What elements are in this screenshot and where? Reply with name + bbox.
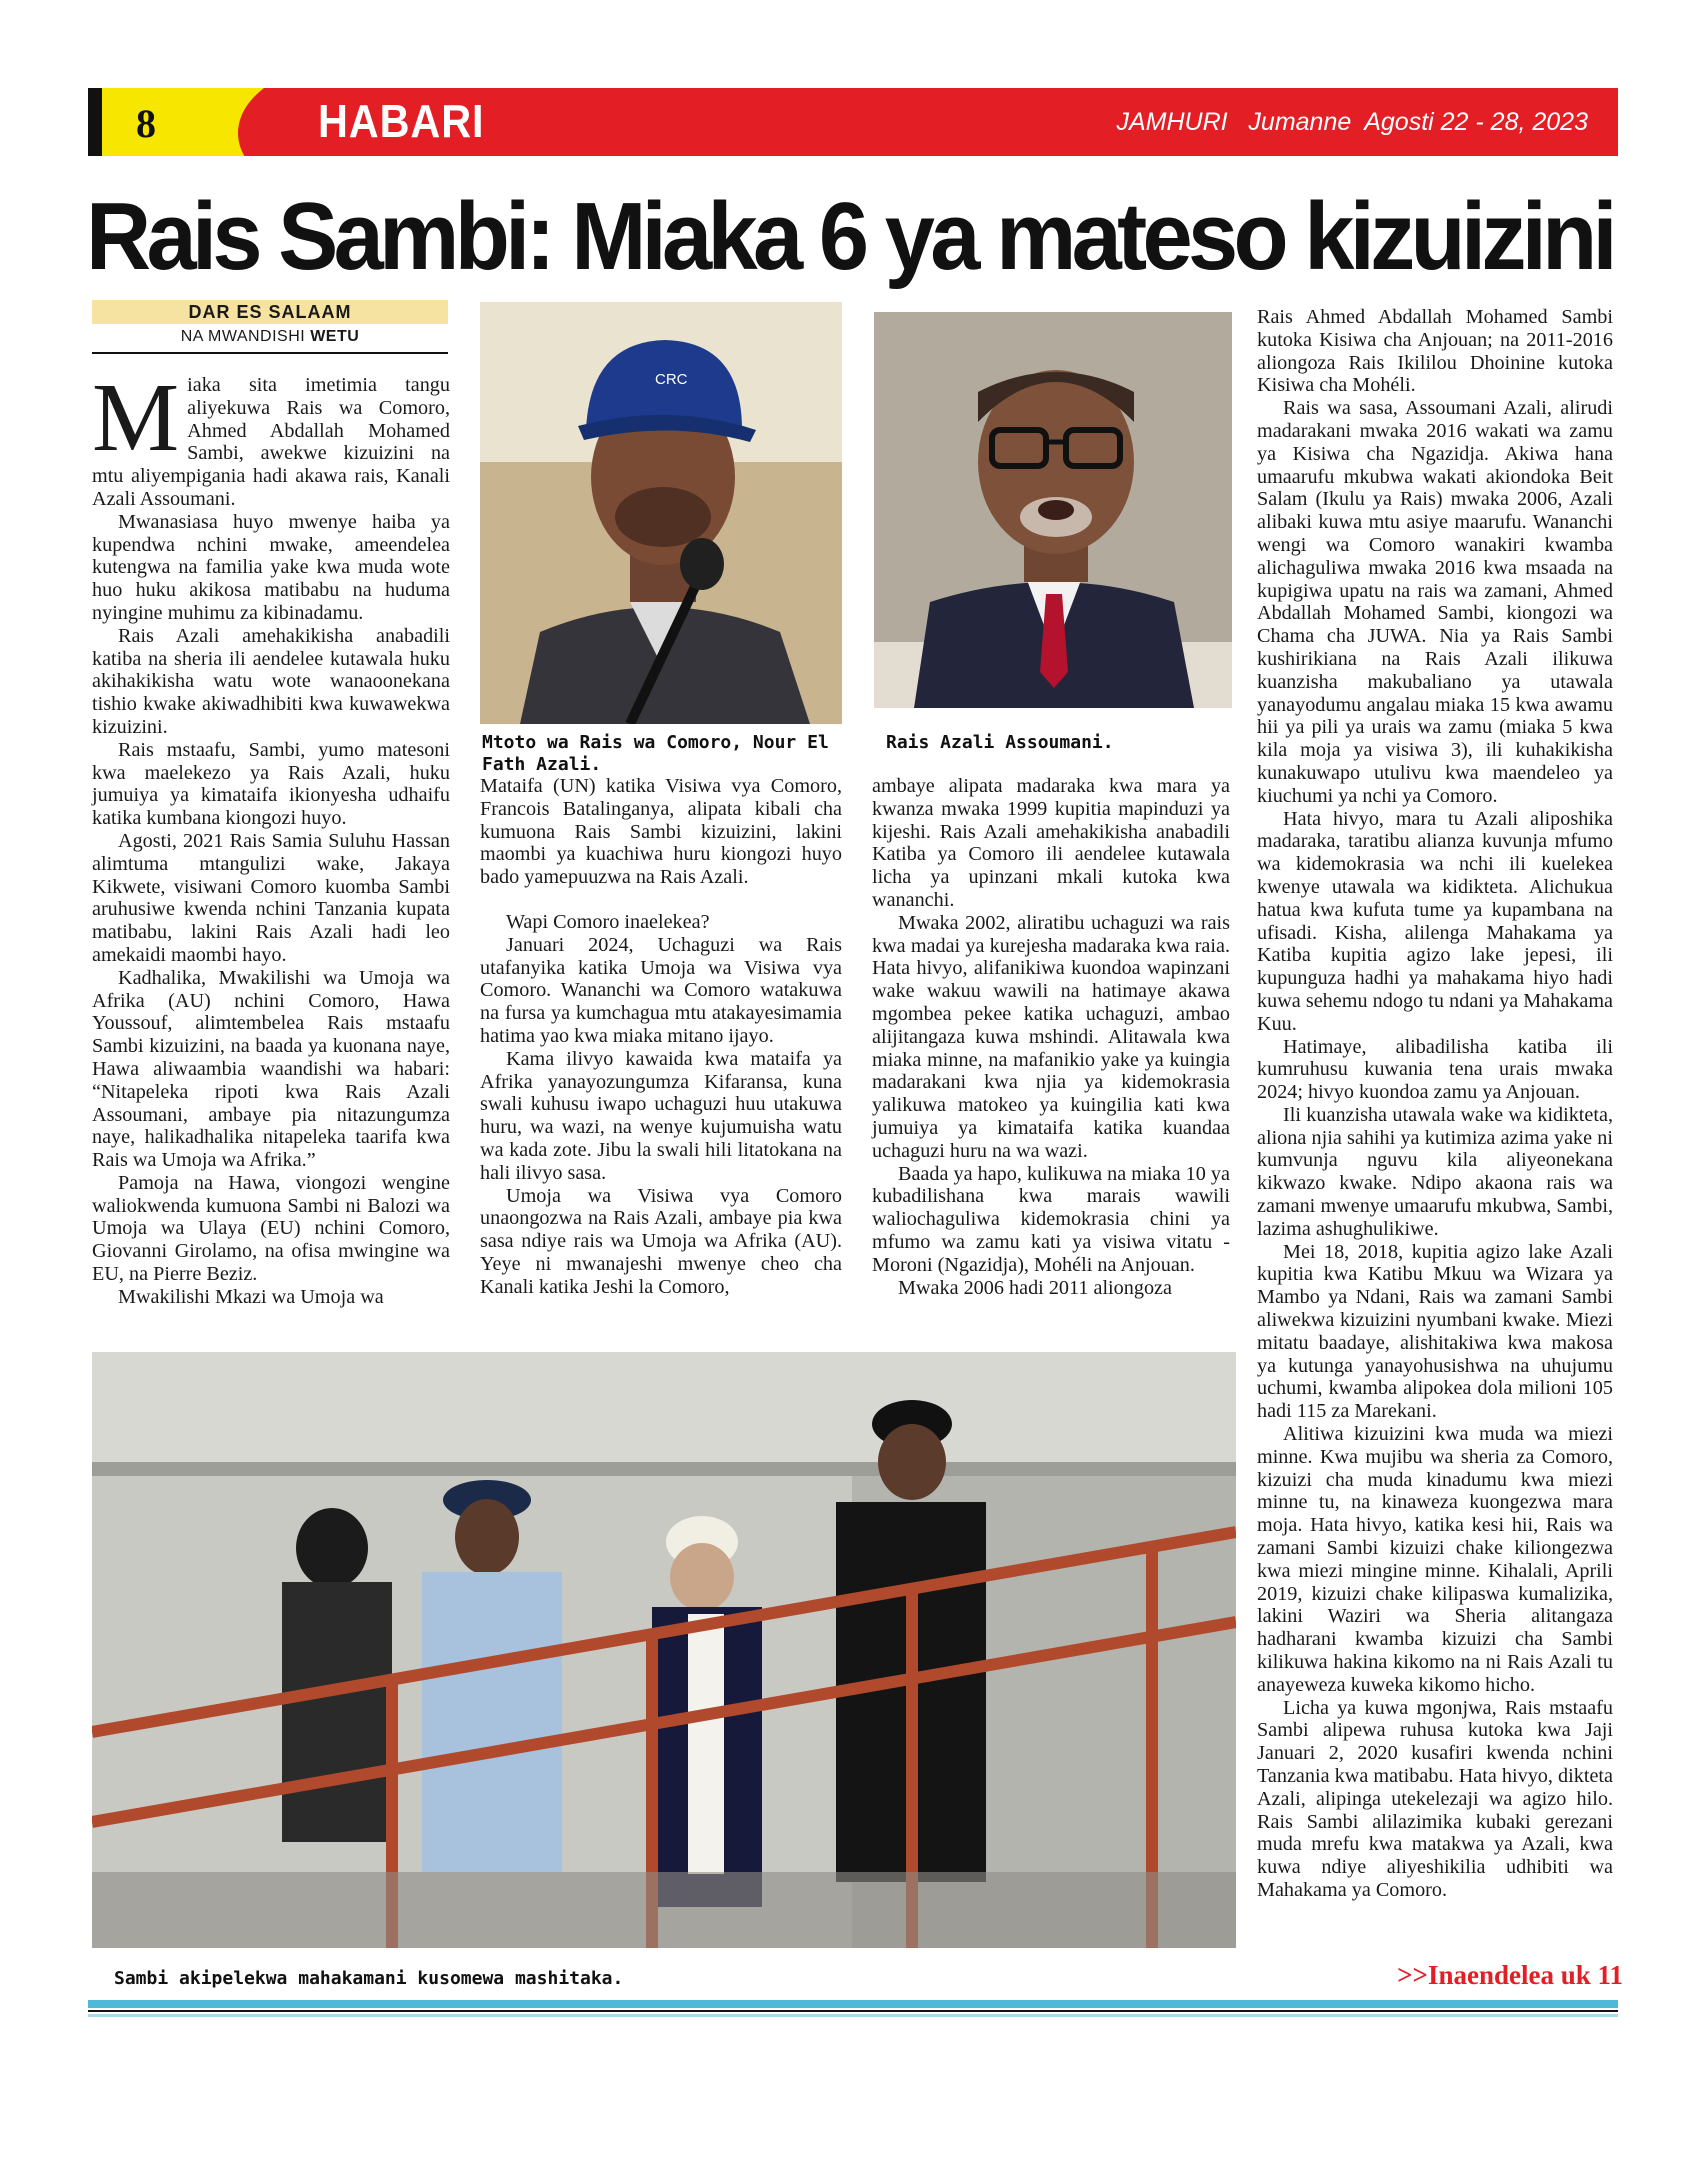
byline-prefix: NA MWANDISHI xyxy=(180,328,306,345)
article-paragraph: Mataifa (UN) katika Visiwa vya Comoro, Francois Batalinganya, alipata kibali cha kumuona Rais Sambi kizuizini, lakini maombi ya kuachiwa huru kiongozi huyo bado yamepuuzwa na Rais Azali. xyxy=(480,775,842,889)
article-column-3 xyxy=(872,775,1230,1299)
article-paragraph: Pamoja na Hawa, viongozi wengine waliokwenda kumuona Sambi ni Balozi wa Umoja wa Ulaya (EU) nchini Comoro, Giovanni Girolamo, na ofisa mwingine wa EU, na Pierre Beziz. xyxy=(92,1171,450,1286)
footer-rule-black xyxy=(88,2010,1618,2012)
article-paragraph: Hatimaye, alibadilisha katiba ili kumruhusu kuwania tena urais mwaka 2024; hivyo kuondoa zamu ya Anjouan. xyxy=(1257,1035,1613,1104)
section-name: HABARI xyxy=(318,95,485,147)
photo-3-caption: Sambi akipelekwa mahakamani kusomewa mashitaka. xyxy=(114,1968,624,1989)
dateline: DAR ES SALAAM xyxy=(92,300,448,324)
article-paragraph: Licha ya kuwa mgonjwa, Rais mstaafu Sambi alipewa ruhusa kutoka kwa Jaji Januari 2, 2020 kusafiri kwenda nchini Tanzania kwa matibabu. Hata hivyo, dikteta Azali, alipinga utekelezaji wa agizo hilo. Rais Sambi alilazimika kubaki gerezani muda mrefu kwa matakwa ya Azali, kwa kuwa ndiye aliyeshikilia udhibiti wa Mahakama ya Comoro. xyxy=(1257,1696,1613,1901)
article-paragraph: Januari 2024, Uchaguzi wa Rais utafanyika katika Umoja wa Visiwa vya Comoro. Wananchi wa Comoro watakuwa na fursa ya kumchagua mtu atakayesimamia hatima yao kwa miaka mitano ijayo. xyxy=(480,933,842,1047)
byline-rule xyxy=(92,352,448,354)
article-paragraph: Rais Azali amehakikisha anabadili katiba na sheria ili aendelee kutawala huku akihakikisha watu wote wanaoonekana tishio kwake akiwadhibiti kwa kuwawekwa kizuizini. xyxy=(92,624,450,738)
article-paragraph: Rais wa sasa, Assoumani Azali, alirudi madarakani mwaka 2016 wakati wa zamu ya Kisiwa cha Ngazidja. Akiwa hana umaarufu mkubwa wakati akiondoka Beit Salam (Ikulu ya Rais) mwaka 2006, Azali alibaki kuwa mtu asiye maarufu. Wananchi wengi wa Comoro wanakiri kwamba alichaguliwa mwaka 2016 kwa msaada na kupigiwa upatu na rais wa zamani, Ahmed Abdallah Mohamed Sambi, kiongozi wa Chama cha JUWA. Nia ya Rais Sambi kushirikiana na Rais Azali ilikuwa kuanzisha makubaliano ya utawala yanayodumu angalau miaka 15 kwa awamu hii ya pili ya urais wa zamu (miaka 5 kwa kila moja ya visiwa 3), ili kuhakikisha kunakuwapo utulivu kwa maendeleo ya kiuchumi ya nchi ya Comoro. xyxy=(1257,397,1613,807)
article-paragraph: Agosti, 2021 Rais Samia Suluhu Hassan alimtuma mtangulizi wake, Jakaya Kikwete, visiwani Comoro kuomba Sambi aruhusiwe kwenda nchini Tanzania kupata matibabu, lakini Rais Azali hadi leo amekaidi maombi hayo. xyxy=(92,829,450,966)
byline xyxy=(92,328,448,346)
article-paragraph: Mwakilishi Mkazi wa Umoja wa xyxy=(118,1285,384,1308)
article-paragraph: Umoja wa Visiwa vya Comoro unaongozwa na Rais Azali, ambaye pia kwa sasa ndiye rais wa Umoja wa Afrika (AU). Yeye ni mwanajeshi mwenye cheo cha Kanali katika Jeshi la Comoro, xyxy=(480,1184,842,1298)
article-paragraph: Mwaka 2002, aliratibu uchaguzi wa rais kwa madai ya kurejesha madaraka kwa raia. Hata hivyo, alifanikiwa kuondoa wapinzani wake wakuu wawili na hatimaye akawa mgombea pekee katika uchaguzi, ambao alijitangaza kuwa mshindi. Alitawala kwa miaka minne, na mafanikio yake ya kuingia madarakani kwa njia ya kidemokrasia yalikuwa matokeo ya kuingilia kati kwa jumuiya ya kimataifa katika kuandaa uchaguzi huru na wa wazi. xyxy=(872,911,1230,1162)
subheading: Wapi Comoro inaelekea? xyxy=(506,910,710,933)
continuation-note: >>Inaendelea uk 11 xyxy=(1397,1960,1623,1990)
footer-rule-light-blue xyxy=(88,2014,1618,2017)
article-paragraph: Kama ilivyo kawaida kwa mataifa ya Afrika yanayozungumza Kifaransa, kuna swali kuhusu iwapo uchaguzi huu utakuwa huru, wa wazi, na wenye kujumuisha watu wa kada zote. Jibu la swali hili litatokana na hali ilivyo sasa. xyxy=(480,1047,842,1184)
article-paragraph: Mwanasiasa huyo mwenye haiba ya kupendwa nchini mwake, ameendelea kutengwa na familia yake kwa muda wote huo huku akikosa matibabu na huduma nyingine muhimu za kibinadamu. xyxy=(92,510,450,624)
article-paragraph: Mei 18, 2018, kupitia agizo lake Azali kupitia kwa Katibu Mkuu wa Wizara ya Mambo ya Ndani, Rais wa zamani Sambi aliwekwa kizuizini nyumbani kwake. Miezi mitatu baadaye, alishitakiwa kwa makosa ya kutunga yanayohusishwa na uhujumu uchumi, kwamba alipokea dola milioni 105 hadi 115 za Marekani. xyxy=(1257,1240,1613,1423)
page-number: 8 xyxy=(136,101,156,146)
article-paragraph: ambaye alipata madaraka kwa mara ya kwanza mwaka 1999 kupitia mapinduzi ya kijeshi. Rais Azali amehakikisha anabadili Katiba ya Comoro ili aendelee kutawala licha ya upinzani mkali kutoka kwa wananchi. xyxy=(872,775,1230,911)
photo-1-caption: Mtoto wa Rais wa Comoro, Nour El Fath Azali. xyxy=(482,732,829,775)
cap-logo-text: CRC xyxy=(655,371,688,388)
article-paragraph: Rais mstaafu, Sambi, yumo matesoni kwa maelekezo ya Rais Azali, huku jumuiya ya kimataifa ikionyesha udhaifu katika kumbana kiongozi huyo. xyxy=(92,738,450,830)
article-paragraph: Baada ya hapo, kulikuwa na miaka 10 ya kubadilishana kwa marais wawili waliochaguliwa kidemokrasia chini ya mfumo wa zamu kati ya visiwa vitatu - Moroni (Ngazidja), Mohéli na Anjouan. xyxy=(872,1162,1230,1276)
publication-line: JAMHURI Jumanne Agosti 22 - 28, 2023 xyxy=(1116,108,1588,136)
byline-name: WETU xyxy=(310,328,360,345)
photo-3-illustration xyxy=(92,1352,1236,1948)
article-paragraph: Kadhalika, Mwakilishi wa Umoja wa Afrika (AU) nchini Comoro, Hawa Youssouf, alimtembelea Rais mstaafu Sambi kizuizini, na baada ya kuonana naye, Hawa aliwaambia waandishi wa habari: “Nitapeleka ripoti kwa Rais Azali Assoumani, ambaye pia nitazungumza naye, halikadhalika nitapeleka taarifa kwa Rais wa Umoja wa Afrika.” xyxy=(92,966,450,1172)
headline: Rais Sambi: Miaka 6 ya mateso kizuizini xyxy=(86,183,1613,290)
photo-2-illustration xyxy=(874,312,1232,708)
article-paragraph: Miaka sita imetimia tangu aliyekuwa Rais wa Comoro, Ahmed Abdallah Mohamed Sambi, awekwe kizuizini na mtu aliyempigania hadi akawa rais, Kanali Azali Assoumani. xyxy=(92,364,450,510)
header-band xyxy=(88,88,1618,156)
photo-nour-el-fath-azali xyxy=(480,302,842,724)
photo-sambi-escorted xyxy=(92,1352,1236,1948)
photo-1-illustration xyxy=(480,302,842,724)
article-paragraph: Rais Ahmed Abdallah Mohamed Sambi kutoka Kisiwa cha Anjouan; na 2011-2016 aliongoza Rais Ikililou Dhoinine kutoka Kisiwa cha Mohéli. xyxy=(1257,306,1613,397)
photo-2-caption: Rais Azali Assoumani. xyxy=(886,732,1114,753)
article-paragraph: Alitiwa kizuizini kwa muda wa miezi minne. Kwa mujibu wa sheria za Comoro, kizuizi cha muda kinadumu kwa miezi minne tu, na kinaweza kuongezwa mara moja. Hata hivyo, katika kesi hii, Rais wa zamani Sambi kizuizi chake kiliongezwa kwa miezi mingine minne. Kihalali, Aprili 2019, kizuizi chake kilipaswa kumalizika, lakini Waziri wa Sheria alitangaza hadharani kwamba kizuizi cha Sambi kilikuwa hakina kikomo na ni Rais Azali tu anayeweza kuweka kikomo hicho. xyxy=(1257,1423,1613,1696)
drop-cap: M xyxy=(92,364,180,472)
footer-rule-blue xyxy=(88,2000,1618,2008)
article-paragraph: Hata hivyo, mara tu Azali aliposhika madaraka, taratibu alianza kuvunja mfumo wa kidemokrasia wa nchi ili kuelekea kwenye utawala wa kidikteta. Alichukua hatua kwa kufuta tume ya kupambana na ufisadi. Kisha, alilenga Mahakama ya Katiba kupitia agizo lake jepesi, ili kupunguza hadhi ya mahakama hiyo hadi kuwa sehemu ndogo tu ndani ya Mahakama Kuu. xyxy=(1257,807,1613,1035)
article-paragraph: Ili kuanzisha utawala wake wa kidikteta, aliona njia sahihi ya kutimiza azima yake ni kumvunja nguvu kila aliyeonekana kikwazo kwake. Ndipo akaona rais wa zamani mwenye umaarufu mkubwa, Sambi, lazima ashughulikiwe. xyxy=(1257,1103,1613,1240)
header-black-edge xyxy=(88,88,102,156)
article-paragraph: Mwaka 2006 hadi 2011 aliongoza xyxy=(898,1276,1172,1299)
photo-azali-assoumani xyxy=(874,312,1232,708)
article-column-1 xyxy=(92,364,450,1309)
article-column-2 xyxy=(480,775,842,1299)
article-column-4 xyxy=(1257,306,1613,1902)
